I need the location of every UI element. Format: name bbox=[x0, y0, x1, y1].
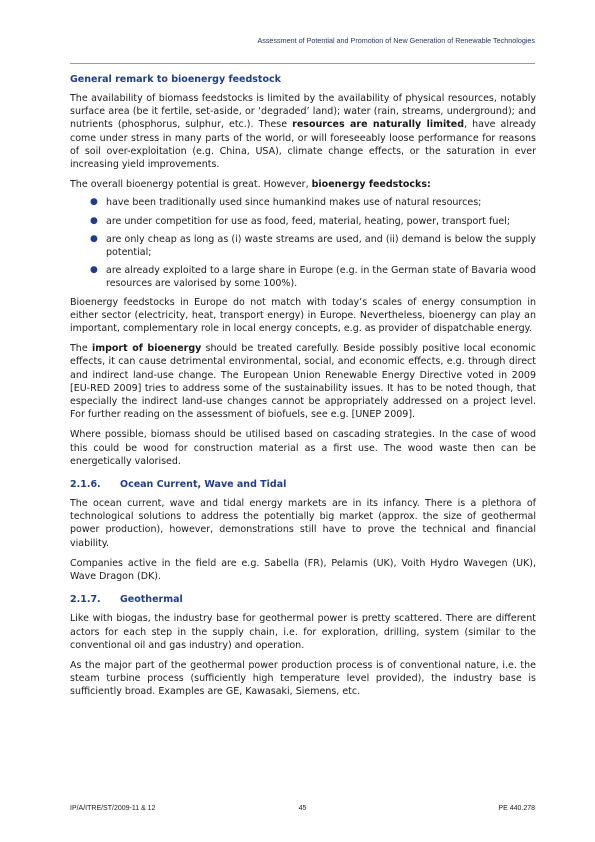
list-item bbox=[70, 215, 536, 228]
section-number: 2.1.6. bbox=[70, 479, 101, 491]
text-run: The overall bioenergy potential is great. However, bbox=[70, 179, 312, 191]
list-item bbox=[70, 233, 536, 259]
bullet-icon: ● bbox=[90, 197, 98, 208]
page-number: 45 bbox=[298, 805, 307, 812]
list-item-text: are only cheap as long as (i) waste streams are used, and (ii) demand is below the supply potential; bbox=[106, 233, 536, 259]
list-item bbox=[70, 196, 536, 209]
text-run: The bbox=[70, 343, 92, 355]
section-heading-geothermal bbox=[70, 593, 536, 606]
list-item-text: are under competition for use as food, feed, material, heating, power, transport fuel; bbox=[106, 215, 511, 227]
geothermal-paragraph-2: As the major part of the geothermal power production process is of conventional nature, i.e. the steam turbine process (sufficiently high temperature level provided), the industry base is sufficiently broad. Examples are GE, Kawasaki, Siemens, etc. bbox=[70, 659, 536, 698]
remark-paragraph-4 bbox=[70, 342, 536, 421]
geothermal-paragraph-1: Like with biogas, the industry base for geothermal power is pretty scattered. There are different actors for each step in the supply chain, i.e. for exploration, drilling, system (similar to the conventional oil and gas industry) and operation. bbox=[70, 613, 536, 651]
text-run: , have already come under stress in many parts of the world, or will foreseeably loose performance for reasons of soil over-exploitation (e.g. China, USA), climate change effects, or the saturation in ever increasing yield improvements. bbox=[70, 119, 536, 171]
text-run: should be treated carefully. Beside possibly positive local economic effects, it can cause detrimental environmental, social, and economic effects, e.g. through direct and indirect land-use change. The European Union Renewable Energy Directive voted in 2009 [EU-RED 2009] tries to address some of the sustainability issues. It has to be noted though, that especially the indirect land-use changes cannot be appropriately addressed on a project level. For further reading on the assessment of biofuels, see e.g. [UNEP 2009]. bbox=[70, 343, 536, 421]
bold-run: resources are naturally limited bbox=[292, 119, 465, 131]
bullet-icon: ● bbox=[90, 215, 98, 226]
list-item-text: have been traditionally used since humankind makes use of natural resources; bbox=[106, 197, 482, 209]
page-content bbox=[70, 73, 536, 706]
section-number: 2.1.7. bbox=[70, 594, 101, 606]
text-run: The availability of biomass feedstocks is limited by the availability of physical resources, notably surface area (be it fertile, set-aside, or ‘degraded’ land); water (rain, streams, underground); and nutrients (phosphorus, sulphur, etc.). These bbox=[70, 93, 536, 131]
remark-paragraph-3: Bioenergy feedstocks in Europe do not match with today’s scales of energy consumption in either sector (electricity, heat, transport energy) in Europe. Nevertheless, bioenergy can play an important, complementary role in local energy concepts, e.g. as provider of dispatchable energy. bbox=[70, 296, 536, 335]
section-title: Ocean Current, Wave and Tidal bbox=[120, 479, 287, 491]
remark-heading: General remark to bioenergy feedstock bbox=[70, 74, 281, 85]
ocean-paragraph-2: Companies active in the field are e.g. Sabella (FR), Pelamis (UK), Voith Hydro Wavegen (UK), Wave Dragon (DK). bbox=[70, 557, 536, 583]
bold-run: import of bioenergy bbox=[91, 343, 202, 355]
ocean-paragraph-1: The ocean current, wave and tidal energy markets are in its infancy. There is a plethora of technological solutions to address the potentially big market (approx. the size of geothermal power production), however, demonstrations still have to prove the technical and financial viability. bbox=[70, 498, 536, 549]
list-item-text: are already exploited to a large share in Europe (e.g. in the German state of Bavaria wood resources are valorised by some 100%). bbox=[106, 265, 536, 290]
feedstock-bullet-list bbox=[70, 196, 536, 290]
footer-pe-ref: PE 440.278 bbox=[498, 805, 535, 812]
header-divider bbox=[70, 63, 535, 64]
remark-paragraph-1 bbox=[70, 92, 536, 171]
running-header: Assessment of Potential and Promotion of New Generation of Renewable Technologies bbox=[257, 36, 535, 45]
section-title: Geothermal bbox=[120, 594, 183, 606]
bold-run: bioenergy feedstocks: bbox=[311, 179, 431, 191]
remark-paragraph-2 bbox=[70, 178, 536, 191]
list-item bbox=[70, 264, 536, 290]
bullet-icon: ● bbox=[90, 233, 98, 244]
footer-doc-ref: IP/A/ITRE/ST/2009-11 & 12 bbox=[70, 805, 156, 812]
section-heading-ocean bbox=[70, 478, 536, 491]
bullet-icon: ● bbox=[90, 265, 98, 276]
remark-paragraph-5: Where possible, biomass should be utilised based on cascading strategies. In the case of wood this could be wood for construction material as a first use. The wood waste then can be energetically valorised. bbox=[70, 429, 536, 467]
